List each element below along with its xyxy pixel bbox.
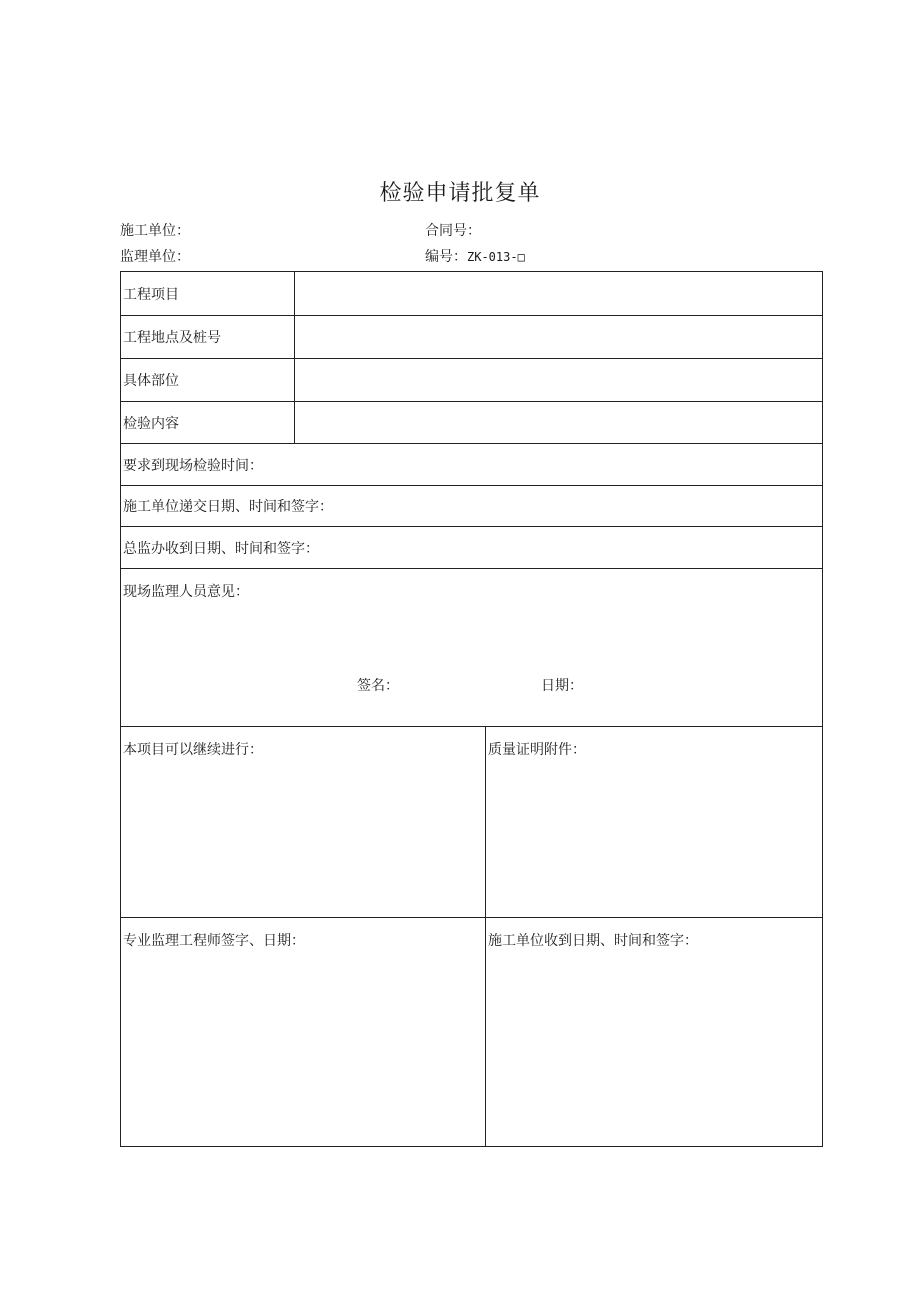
table-row [121,918,823,1147]
table-row [121,444,823,486]
inspection-form-table [120,271,823,1147]
table-row [121,569,823,727]
serial-value: ZK-013-□ [467,250,525,264]
content-label: 检验内容 [121,402,295,444]
site-opinion-label: 现场监理人员意见： [123,584,249,600]
chief-receive-label: 总监办收到日期、时间和签字： [121,527,823,569]
submit-label: 施工单位递交日期、时间和签字： [121,486,823,527]
part-label: 具体部位 [121,359,295,402]
table-row [121,316,823,359]
table-row [121,359,823,402]
table-row [121,527,823,569]
sign-label: 签名： [357,678,399,694]
table-row [121,727,823,918]
project-label: 工程项目 [121,272,295,316]
project-value [295,272,823,316]
continue-label: 本项目可以继续进行： [121,727,486,918]
part-value [295,359,823,402]
page-title: 检验申请批复单 [379,181,541,206]
contractor-receive-label: 施工单位收到日期、时间和签字： [486,918,823,1147]
attachment-label: 质量证明附件： [486,727,823,918]
table-row [121,272,823,316]
serial-number [425,246,525,266]
site-opinion-cell [121,569,823,727]
contract-no-label: 合同号： [425,223,481,239]
table-row [121,486,823,527]
engineer-sign-label: 专业监理工程师签字、日期： [121,918,486,1147]
content-value [295,402,823,444]
contractor-label: 施工单位： [120,223,190,239]
inspection-time-label: 要求到现场检验时间： [121,444,823,486]
supervisor-label: 监理单位： [120,249,190,265]
location-label: 工程地点及桩号 [121,316,295,359]
table-row [121,402,823,444]
location-value [295,316,823,359]
serial-label: 编号： [425,249,467,265]
date-label: 日期： [541,678,583,694]
